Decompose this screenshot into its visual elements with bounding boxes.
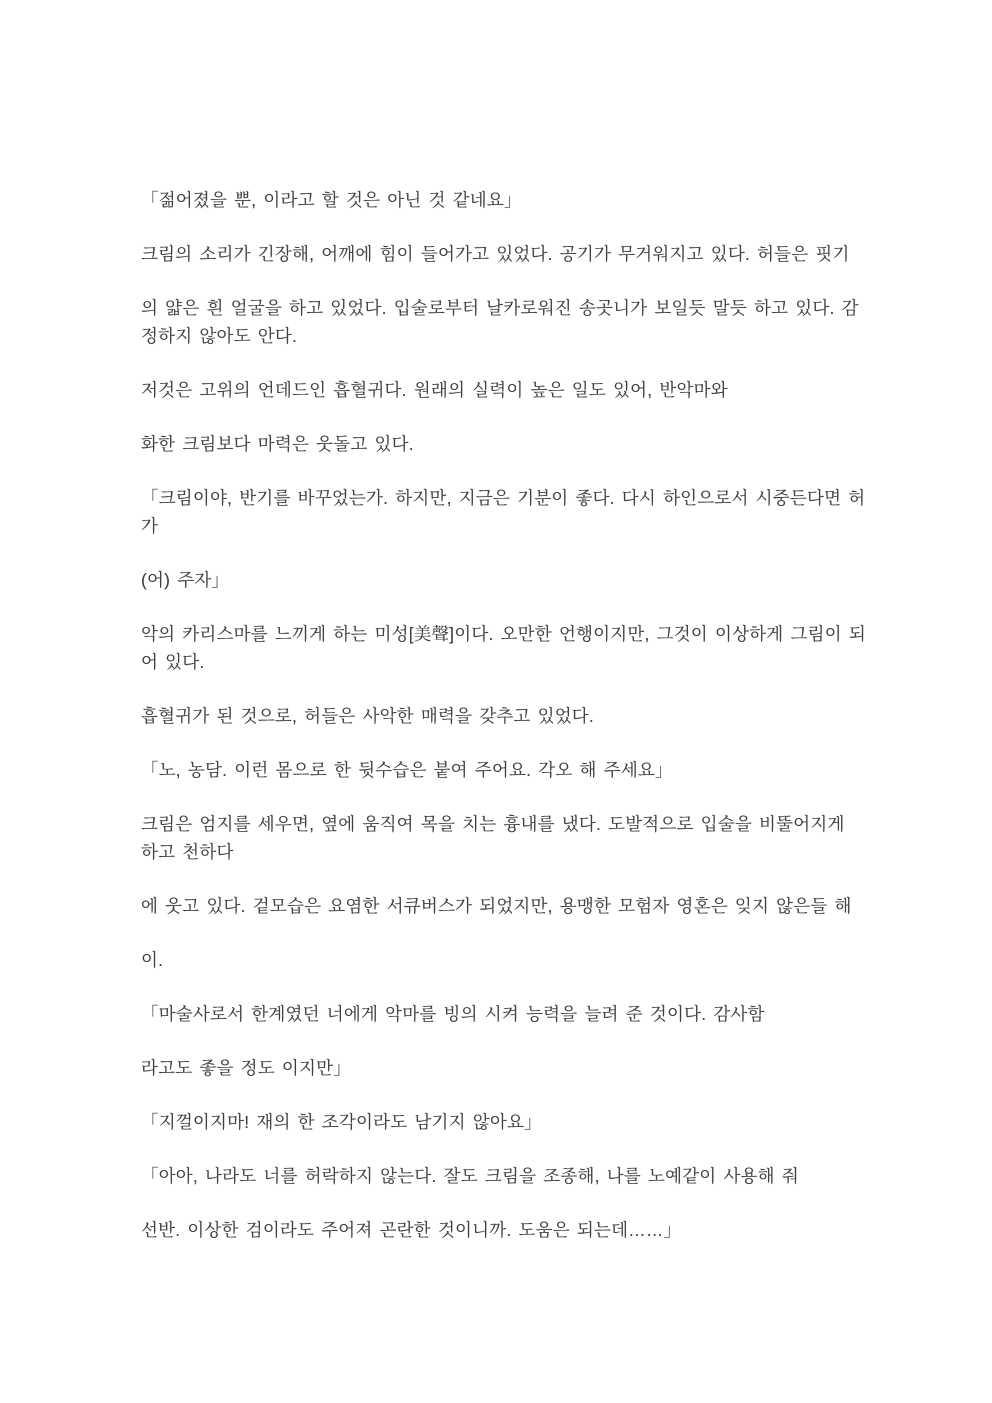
text-line: 이.: [141, 950, 164, 970]
text-line: 화한 크림보다 마력은 웃돌고 있다.: [141, 434, 414, 454]
text-line: 하고 천하다: [141, 842, 234, 862]
text-line: 크림의 소리가 긴장해, 어깨에 힘이 들어가고 있었다. 공기가 무거워지고 있다. 허들은 핏기: [141, 244, 850, 264]
text-line: 흡혈귀가 된 것으로, 허들은 사악한 매력을 갖추고 있었다.: [141, 706, 594, 726]
paragraph: [141, 946, 872, 974]
paragraph: [141, 484, 872, 540]
text-line: 의 얇은 흰 얼굴을 하고 있었다. 입술로부터 날카로워진 송곳니가 보일듯 말듯 하고 있다. 감: [141, 298, 859, 318]
paragraph: [141, 430, 872, 458]
text-line: 「노, 농담. 이런 몸으로 한 뒷수습은 붙여 주어요. 각오 해 주세요」: [141, 760, 673, 780]
paragraph: [141, 1216, 872, 1244]
text-line: 어 있다.: [141, 652, 205, 672]
paragraph: [141, 186, 872, 214]
paragraph: [141, 294, 872, 350]
paragraph: [141, 756, 872, 784]
paragraph: [141, 566, 872, 594]
paragraph: [141, 1162, 872, 1190]
text-line: 정하지 않아도 안다.: [141, 326, 298, 346]
paragraph: [141, 810, 872, 866]
text-line: 가: [141, 516, 159, 536]
text-line: 「아아, 나라도 너를 허락하지 않는다. 잘도 크림을 조종해, 나를 노예같이 사용해 줘: [141, 1166, 799, 1186]
paragraph: [141, 702, 872, 730]
paragraph: [141, 376, 872, 404]
text-line: 「지껄이지마! 재의 한 조각이라도 남기지 않아요」: [141, 1112, 542, 1132]
text-line: 「크림이야, 반기를 바꾸었는가. 하지만, 지금은 기분이 좋다. 다시 하인으로서 시중든다면 허: [141, 488, 866, 508]
text-line: 에 웃고 있다. 겉모습은 요염한 서큐버스가 되었지만, 용맹한 모험자 영혼은 잊지 않은들 해: [141, 896, 852, 916]
text-line: 크림은 엄지를 세우면, 옆에 움직여 목을 치는 흉내를 냈다. 도발적으로 입술을 비뚤어지게: [141, 814, 845, 834]
text-line: 악의 카리스마를 느끼게 하는 미성[美聲]이다. 오만한 언행이지만, 그것이 이상하게 그림이 되: [141, 624, 866, 644]
text-line: 「마술사로서 한계였던 너에게 악마를 빙의 시켜 능력을 늘려 준 것이다. 감사함: [141, 1004, 765, 1024]
paragraph: [141, 1000, 872, 1028]
text-line: 「젊어졌을 뿐, 이라고 할 것은 아닌 것 같네요」: [141, 190, 522, 210]
paragraph: [141, 1108, 872, 1136]
text-line: 선반. 이상한 검이라도 주어져 곤란한 것이니까. 도움은 되는데……」: [141, 1220, 682, 1240]
text-line: (어) 주자」: [141, 570, 230, 590]
text-line: 라고도 좋을 정도 이지만」: [141, 1058, 351, 1078]
paragraph: [141, 1054, 872, 1082]
novel-text-body: [141, 186, 872, 1244]
text-line: 저것은 고위의 언데드인 흡혈귀다. 원래의 실력이 높은 일도 있어, 반악마와: [141, 380, 728, 400]
paragraph: [141, 240, 872, 268]
paragraph: [141, 892, 872, 920]
paragraph: [141, 620, 872, 676]
